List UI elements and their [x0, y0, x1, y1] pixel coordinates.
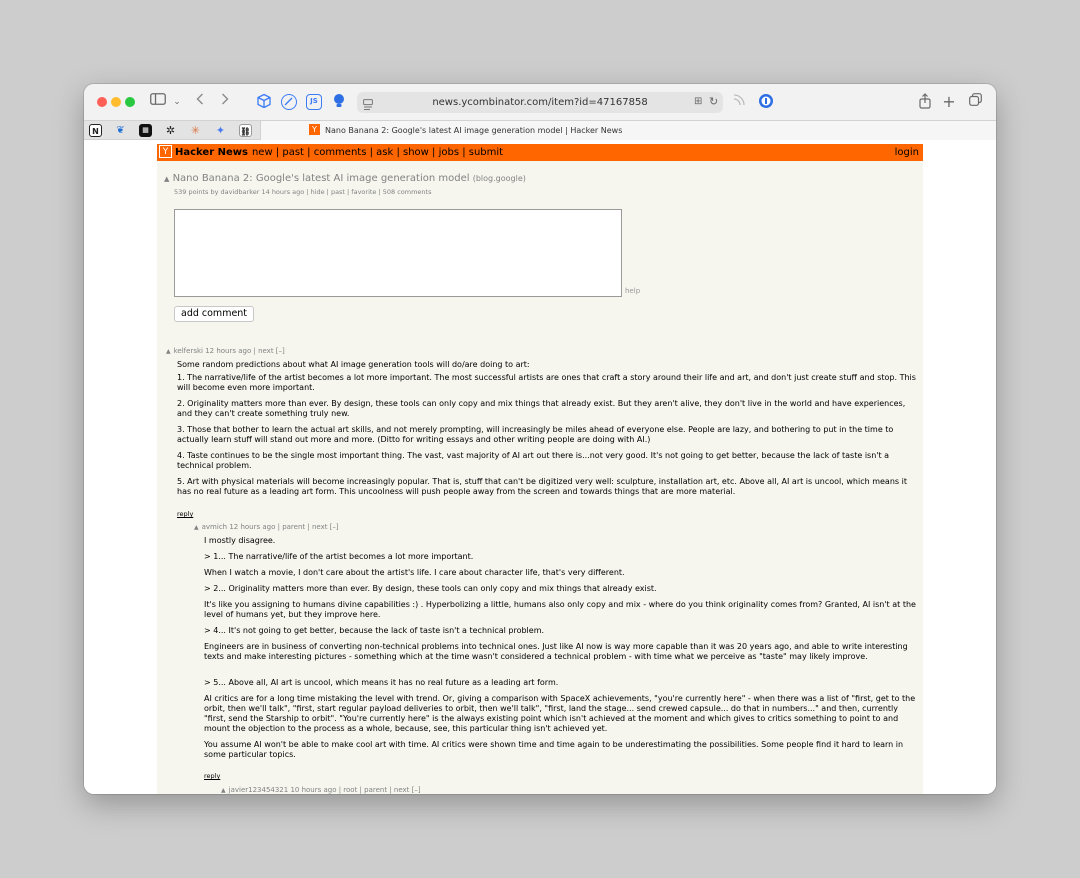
- hn-favicon-icon: Y: [309, 124, 320, 135]
- close-window-button[interactable]: [97, 97, 107, 107]
- comment-paragraph: Engineers are in business of converting non-technical problems into technical ones. Just like AI now is way more capable than it was 20 years ago, and able to write interesting texts and make interesting pictures - something which at the time wasn't considered a technical problem - with time what we perceive as "taste" may likely improve.: [204, 642, 908, 661]
- tab-title: Nano Banana 2: Google's latest AI image generation model | Hacker News: [325, 126, 623, 135]
- comment-header: [194, 523, 339, 531]
- comment-meta[interactable]: kelferski 12 hours ago | next [–]: [173, 347, 285, 355]
- browser-window: [84, 84, 996, 794]
- password-manager-icon[interactable]: [758, 93, 774, 111]
- js-extension-icon[interactable]: JS: [306, 94, 322, 110]
- openai-favicon-icon[interactable]: ✲: [165, 124, 176, 137]
- hn-nav: [175, 144, 503, 161]
- rss-icon[interactable]: [732, 93, 746, 111]
- site-name-link[interactable]: Hacker News: [175, 147, 248, 158]
- block-extension-icon[interactable]: [281, 94, 297, 110]
- share-icon[interactable]: [918, 93, 932, 111]
- gemini-favicon-icon[interactable]: ✦: [215, 124, 226, 137]
- comment-paragraph: 5. Art with physical materials will become increasingly popular. That is, stuff that can't be digitized very well: sculpture, installation art, etc. Above all, AI art is uncool, which means it has no real future as a leading art form. This uncoolness will push people away from the screen and towards things that are more material.: [177, 477, 907, 496]
- help-link[interactable]: help: [625, 287, 641, 295]
- comment-header: [166, 347, 285, 355]
- cube-extension-icon[interactable]: [256, 93, 272, 111]
- comment-paragraph: You assume AI won't be able to make cool art with time. AI critics were shown time and time again to be underestimating the possibilities. Some people find it hard to learn in some particular topics.: [204, 740, 904, 759]
- lightbulb-icon[interactable]: [332, 93, 346, 111]
- browser-toolbar: [84, 84, 996, 120]
- comment-paragraph: 4. Taste continues to be the single most important thing. The vast, vast majority of AI art out there is...not very good. It's not going to get better, because the lack of taste isn't a technical problem.: [177, 451, 890, 470]
- url-text: news.ycombinator.com/item?id=47167858: [432, 97, 648, 108]
- notion-favicon-icon[interactable]: N: [89, 124, 102, 137]
- comment-body: [204, 536, 919, 766]
- upvote-arrow-icon[interactable]: ▲: [164, 175, 170, 183]
- chevron-down-icon[interactable]: ⌄: [173, 97, 181, 107]
- reply-link[interactable]: reply: [204, 772, 221, 780]
- hn-logo-icon[interactable]: Y: [159, 145, 172, 158]
- upvote-arrow-icon[interactable]: ▲: [221, 787, 226, 794]
- comment-paragraph: > 4... It's not going to get better, because the lack of taste isn't a technical problem.: [204, 626, 545, 635]
- comment-paragraph: When I watch a movie, I don't care about the artist's life. I care about character life, that's very different.: [204, 568, 625, 577]
- forward-icon[interactable]: [219, 93, 231, 111]
- back-icon[interactable]: [194, 93, 206, 111]
- comment-paragraph: > 5... Above all, AI art is uncool, which means it has no real future as a leading art form.: [204, 678, 559, 687]
- comment-meta[interactable]: avmich 12 hours ago | parent | next [–]: [201, 523, 339, 531]
- upvote-arrow-icon[interactable]: ▲: [166, 348, 171, 355]
- comment-body: [177, 360, 919, 503]
- reply-link[interactable]: reply: [177, 510, 194, 518]
- translate-icon[interactable]: ⊞: [694, 96, 703, 107]
- zoom-window-button[interactable]: [125, 97, 135, 107]
- story-title-row: [164, 173, 526, 184]
- add-comment-button[interactable]: add comment: [174, 306, 254, 322]
- upvote-arrow-icon[interactable]: ▲: [194, 524, 199, 531]
- sidebar-icon[interactable]: [150, 93, 166, 111]
- comment-paragraph: Some random predictions about what AI image generation tools will do/are doing to art:: [177, 360, 530, 369]
- comment-paragraph: 2. Originality matters more than ever. By design, these tools can only copy and mix things that already exist. But they aren't alive, they don't live in the world and have experiences, and they can't create something truly new.: [177, 399, 906, 418]
- bird-favicon-icon[interactable]: ❦: [116, 125, 125, 136]
- comment-meta[interactable]: javier123454321 10 hours ago | root | parent | next [–]: [228, 786, 421, 794]
- comment-paragraph: > 2... Originality matters more than ever. By design, these tools can only copy and mix things that already exist.: [204, 584, 657, 593]
- new-tab-icon[interactable]: +: [942, 92, 956, 111]
- link-favicon-icon[interactable]: ⛓: [239, 124, 252, 137]
- comment-header: [221, 786, 421, 794]
- comment-paragraph: 3. Those that bother to learn the actual art skills, and not merely prompting, will increasingly be miles ahead of everyone else. People are lazy, and bothering to put in the time to actually learn stuff will stand out more and more. (Ditto for writing essays and other writing people are doing with AI.): [177, 425, 894, 444]
- login-link[interactable]: login: [894, 147, 919, 158]
- tab-bar: [84, 120, 996, 140]
- web-page: [84, 140, 996, 794]
- minimize-window-button[interactable]: [111, 97, 121, 107]
- comment-paragraph: > 1... The narrative/life of the artist becomes a lot more important.: [204, 552, 474, 561]
- claude-favicon-icon[interactable]: ✳: [190, 124, 201, 137]
- comment-textarea[interactable]: [174, 209, 622, 297]
- hn-content: [157, 144, 923, 794]
- hn-header: [157, 144, 923, 161]
- address-bar[interactable]: [357, 92, 723, 113]
- comment-paragraph: I mostly disagree.: [204, 536, 276, 545]
- comment-paragraph: AI critics are for a long time mistaking the level with trend. Or, giving a comparison with SpaceX achievements, "you're currently here" - when there was a list of "first, get to the orbit, then we'll talk", "first, start regular payload deliveries to orbit, then we'll talk", "first, land the stage... send crewed capsule... do that in numbers..." and then, currently "first, send the Starship to orbit". "You're currently here" is the always existing point which isn't achieved at the moment and which gives to critics something to point to and mount the objection to the process as a whole, because, see, this particular thing isn't achieved yet.: [204, 694, 916, 733]
- comment-paragraph: It's like you assigning to humans divine capabilities :) . Hyperbolizing a little, humans also only copy and mix - where do you think originality comes from? Granted, AI isn't at the level of humans yet, but they improve here.: [204, 600, 916, 619]
- reload-icon[interactable]: ↻: [709, 95, 719, 108]
- story-title-link[interactable]: Nano Banana 2: Google's latest AI image generation model: [172, 173, 470, 184]
- story-site-link[interactable]: (blog.google): [472, 174, 526, 183]
- grid-favicon-icon[interactable]: ▦: [139, 124, 152, 137]
- comment-paragraph: 1. The narrative/life of the artist becomes a lot more important. The most successful artists are ones that craft a story around their life and art, and don't just create stuff and stop. This will become even more important.: [177, 373, 916, 392]
- story-subtext[interactable]: 539 points by davidbarker 14 hours ago | hide | past | favorite | 508 comments: [174, 188, 432, 196]
- tab-overview-icon[interactable]: [968, 93, 982, 111]
- nav-links[interactable]: new | past | comments | ask | show | jobs | submit: [251, 147, 504, 158]
